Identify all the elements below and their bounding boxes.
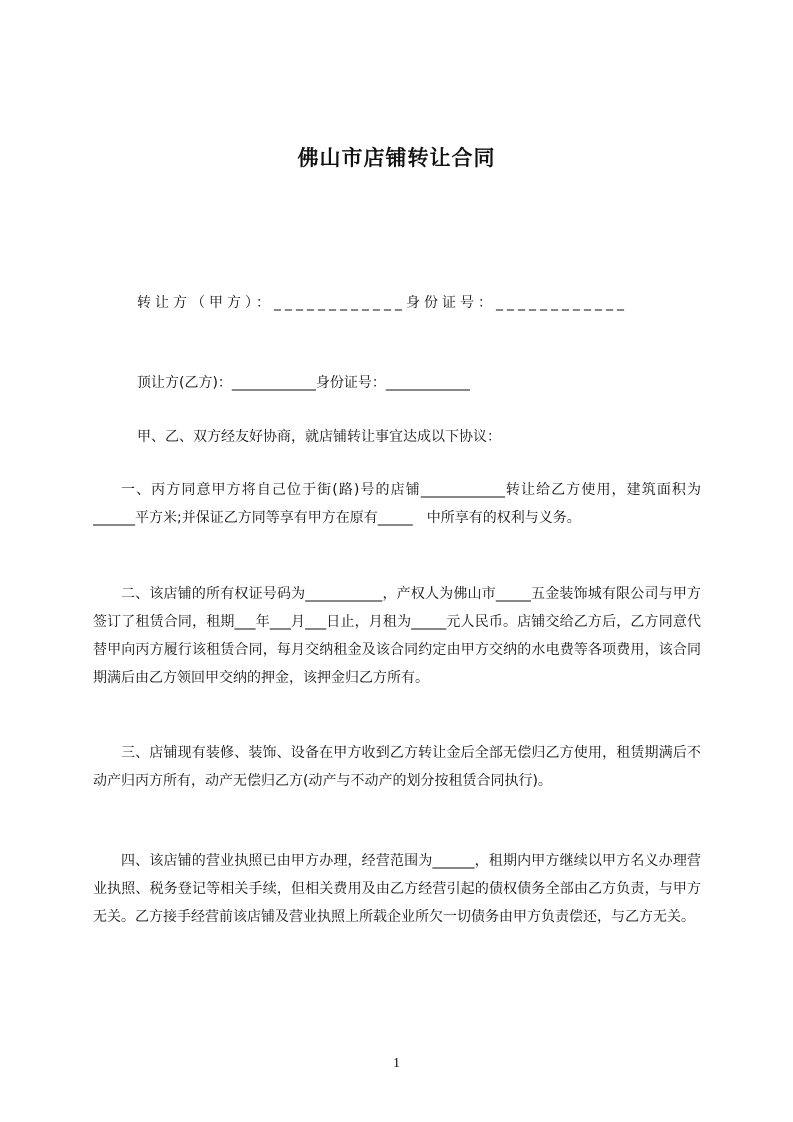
transferor-line: 转让方（甲方）：____________身份证号：____________ <box>137 295 628 311</box>
clause-4: 四、该店铺的营业执照已由甲方办理，经营范围为______，租期内甲方继续以甲方名义办理营业执照、税务登记等相关手续，但相关费用及由乙方经营引起的债权债务全部由乙方负责，与甲方无关。乙方接手经营前该店铺及营业执照上所载企业所欠一切债务由甲方负责偿还，与乙方无关。 <box>93 853 701 925</box>
clause-1: 一、丙方同意甲方将自己位于街(路)号的店铺____________转让给乙方使用，建筑面积为______平方米;并保证乙方同等享有甲方在原有_____ 中所享有的权利与义务。 <box>93 482 701 526</box>
transferee-line: 顶让方(乙方)：____________身份证号：____________ <box>137 375 470 391</box>
clause-3: 三、店铺现有装修、装饰、设备在甲方收到乙方转让金后全部无偿归乙方使用，租赁期满后不动产归丙方所有，动产无偿归乙方(动产与不动产的划分按租赁合同执行)。 <box>93 745 701 789</box>
intro-paragraph: 甲、乙、双方经友好协商，就店铺转让事宜达成以下协议： <box>137 429 501 445</box>
document-title: 佛山市店铺转让合同 <box>297 146 496 170</box>
page-number: 1 <box>393 1056 400 1071</box>
clause-2: 二、该店铺的所有权证号码为___________，产权人为佛山市_____五金装饰城有限公司与甲方签订了租赁合同，租期___年___月___日止，月租为_____元人民币。店铺交给乙方后，乙方同意代替甲向丙方履行该租赁合同，每月交纳租金及该合同约定由甲方交纳的水电费等各项费用，该合同期满后由乙方领回甲交纳的押金，该押金归乙方所有。 <box>93 586 701 686</box>
